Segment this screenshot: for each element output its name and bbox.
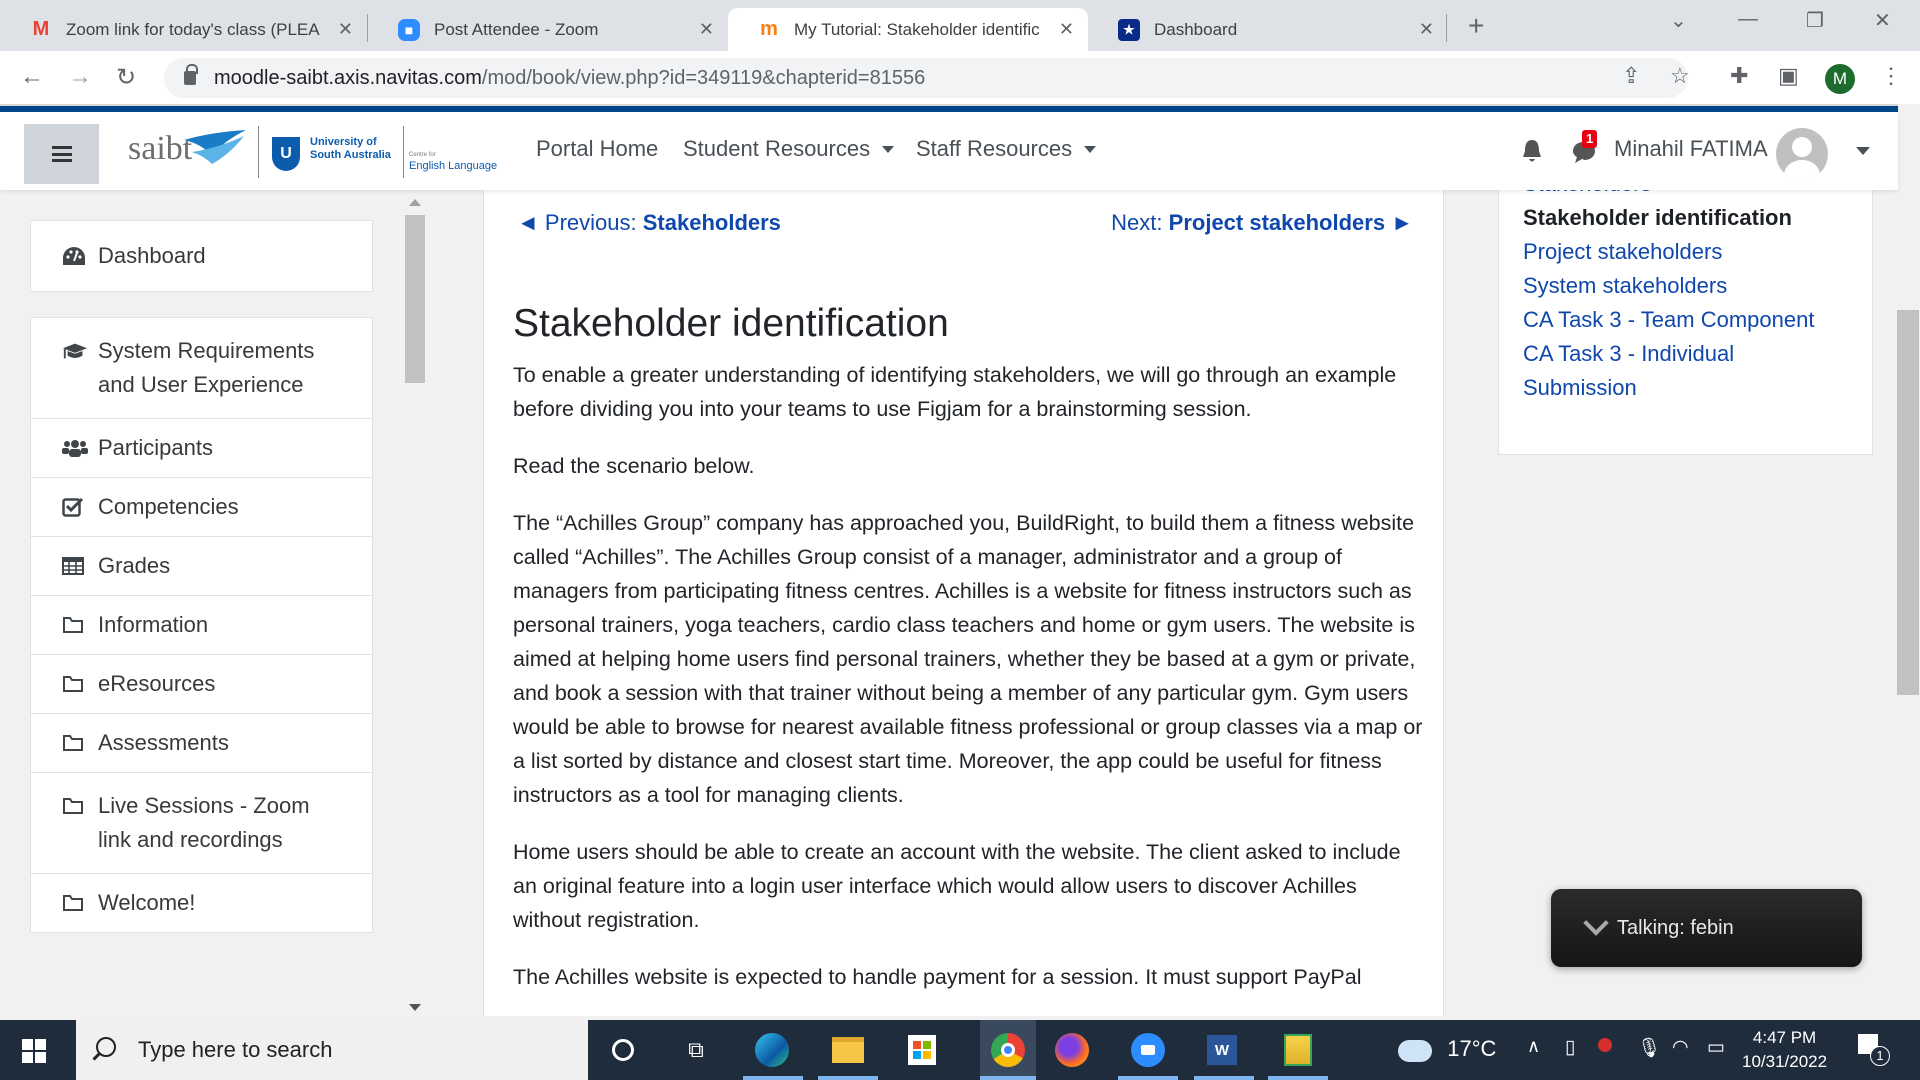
chrome-taskbar-icon[interactable] [980,1020,1036,1080]
nav-item-welcome[interactable] [31,874,372,932]
paragraph: To enable a greater understanding of identifying stakeholders, we will go through an example before dividing you into your teams to use Figjam for a brainstorming session. [513,363,1397,421]
forward-icon[interactable]: → [68,63,92,90]
folder-icon [62,608,88,642]
close-tab-icon[interactable]: ✕ [1058,19,1074,39]
folder-icon [62,789,88,823]
word-icon[interactable]: W [1204,1032,1240,1068]
firefox-icon[interactable] [1054,1032,1090,1068]
close-tab-icon[interactable]: ✕ [698,19,714,39]
notifications-bell-icon[interactable] [1521,138,1543,164]
checkbox-icon [62,490,88,524]
reload-icon[interactable]: ↻ [116,64,137,91]
paragraph: The Achilles website is expected to handle payment for a session. It must support PayPal [513,965,1362,989]
browser-toolbar [0,51,1920,104]
clock-date: 10/31/2022 [1742,1052,1828,1071]
menu-kebab-icon[interactable]: ⋮ [1880,63,1902,88]
windows-taskbar [0,1020,1920,1080]
tab-zoom[interactable] [368,8,728,51]
profile-avatar[interactable]: M [1825,64,1855,94]
running-indicator [743,1076,803,1080]
paragraph: Home users should be able to create an account with the website. The client asked to include an original feature into a login user interface which would allow users to discover Achilles without registration. [513,840,1401,932]
running-indicator [980,1076,1036,1080]
menu-student-resources[interactable]: Student Resources [683,136,894,162]
site-navbar [0,112,1898,190]
caret-down-icon [882,146,894,153]
book-content-card [483,190,1444,1016]
paragraph: The “Achilles Group” company has approached you, BuildRight, to build them a fitness website called “Achilles”. The Achilles Group consist of a manager, administrator and a group of managers from participating fitness centres. Achilles is a website for fitness instructors such as personal trainers, yoga teachers, cardio class teachers and home or gym users. The website is aimed at helping home users find personal trainers, whether they be based at a gym or private, and book a session with that trainer without being a member of any particular gym. Gym users would be able to browse for nearest available fitness professional or group classes via a map or a list sorted by distance and closest start time. Moreover, the app could be useful for fitness instructors as a tool for managing clients. [513,511,1423,807]
gmail-icon: M [32,18,50,40]
folder-icon [62,886,88,920]
url-path: /mod/book/view.php?id=349119&chapterid=81556 [481,66,926,89]
file-explorer-icon[interactable] [830,1032,866,1068]
drawer-toggle-button[interactable] [24,124,99,184]
chapter-title: Stakeholder identification [513,302,949,345]
wifi-icon[interactable]: ◠ [1672,1037,1689,1058]
toc-item[interactable]: Project stakeholders [1523,239,1723,264]
nav-item-label: Dashboard [98,243,206,268]
show-hidden-icons[interactable]: ∧ [1527,1036,1541,1056]
nav-item-assessments[interactable] [31,714,372,773]
logo-divider [258,126,259,178]
nav-item-label: Information [98,612,209,637]
tab-title: My Tutorial: Stakeholder identific [794,19,1040,39]
caret-down-icon [1084,146,1096,153]
prev-arrow-icon: ◄ [517,210,539,235]
nav-card-dashboard [30,220,373,292]
scroll-up-arrow-icon[interactable] [409,199,421,206]
user-menu-caret-icon[interactable] [1856,147,1870,155]
nav-item-participants[interactable] [31,419,372,478]
clock-time: 4:47 PM [1752,1028,1817,1047]
tab-search-icon[interactable]: ⌄ [1670,10,1687,32]
nav-item-information[interactable] [31,596,372,655]
windows-start-icon[interactable] [22,1039,46,1063]
toc-item[interactable]: CA Task 3 - Individual Submission [1523,341,1735,400]
tab-gmail[interactable] [0,8,367,51]
running-indicator [1118,1076,1178,1080]
message-count-badge: 1 [1582,130,1597,148]
microphone-icon[interactable]: 🎙 [1637,1038,1662,1059]
nav-item-competencies[interactable] [31,478,372,537]
toc-item[interactable]: CA Task 3 - Team Component [1523,307,1815,332]
folder-icon [62,726,88,760]
saibt-logo[interactable]: saibt [128,130,193,167]
folder-icon [62,667,88,701]
talking-label: Talking: febin [1617,916,1734,939]
share-icon[interactable]: ⇪ [1622,63,1641,88]
minimize-icon[interactable]: — [1738,8,1758,30]
running-indicator [818,1076,878,1080]
drawer-scroll-thumb[interactable] [405,215,425,383]
tab-divider [1446,14,1447,42]
side-panel-icon[interactable]: ▣ [1778,63,1799,88]
weather-widget[interactable]: 17°C [1398,1036,1496,1062]
graduation-cap-icon [62,334,88,368]
browser-tab-strip [0,0,1920,51]
taskbar-search-input[interactable]: Type here to search [76,1020,588,1080]
nav-item-label: Assessments [98,730,229,755]
scroll-down-arrow-icon[interactable] [409,1004,421,1011]
action-center-icon[interactable] [1858,1034,1884,1063]
nav-item-label: eResources [98,671,216,696]
zoom-app-icon[interactable] [1130,1032,1166,1068]
nav-item-dashboard[interactable] [31,221,372,291]
search-icon [96,1037,116,1057]
toc-item-current: Stakeholder identification [1523,205,1792,230]
url-domain: moodle-saibt.axis.navitas.com [214,66,482,89]
user-avatar[interactable] [1776,128,1828,180]
tab-title: Post Attendee - Zoom [434,19,599,39]
nav-item-course-home[interactable] [31,318,372,419]
weather-cloud-icon [1398,1040,1432,1062]
menu-portal-home[interactable]: Portal Home [536,136,659,161]
paragraph: Read the scenario below. [513,454,755,478]
cel-logo-text: Centre for English Language [409,152,498,172]
close-tab-icon[interactable]: ✕ [337,19,353,39]
nav-item-label: Grades [98,553,171,578]
battery-icon[interactable]: ▭ [1707,1037,1725,1058]
address-bar[interactable] [164,58,1688,98]
menu-staff-resources[interactable]: Staff Resources [916,136,1096,162]
zoom-icon: ■ [398,19,420,41]
tab-title: Zoom link for today's class (PLEA [66,19,320,39]
hamburger-icon [52,146,72,162]
edge-icon[interactable] [754,1032,790,1068]
nav-item-label: Competencies [98,494,239,519]
toc-item[interactable]: System stakeholders [1523,273,1728,298]
tab-title: Dashboard [1154,19,1238,39]
restore-icon[interactable]: ❐ [1806,10,1824,32]
next-chapter-link[interactable]: Next: Project stakeholders ► [1111,210,1413,235]
table-icon [62,549,88,583]
brand-bar [0,104,1898,112]
cortana-icon[interactable] [605,1032,641,1068]
next-arrow-icon: ► [1391,210,1413,235]
tab-moodle-active[interactable] [728,8,1088,51]
previous-chapter-link[interactable]: ◄ Previous: Stakeholders [517,210,781,235]
meet-now-icon[interactable]: ▯ [1565,1037,1576,1058]
running-indicator [1194,1076,1254,1080]
nav-item-label: Welcome! [98,890,196,915]
logo-divider [403,126,404,178]
user-name[interactable]: Minahil FATIMA [1614,136,1768,161]
nav-item-grades[interactable] [31,537,372,596]
running-indicator [1268,1076,1328,1080]
nav-drawer [0,190,450,1016]
notification-count: 1 [1870,1046,1890,1066]
unisa-logo-text: University of South Australia [310,136,391,161]
moodle-icon: m [760,18,778,40]
users-icon [62,431,88,465]
nav-card-course [30,317,373,933]
back-icon[interactable]: ← [20,63,44,90]
nav-item-eresources[interactable] [31,655,372,714]
toc-list [1523,170,1814,405]
chevron-down-icon [1583,910,1608,935]
chapter-body [513,358,1423,1016]
new-tab-button[interactable]: + [1468,10,1485,41]
zoom-talking-indicator[interactable] [1551,889,1862,967]
nav-item-label: Participants [98,435,213,460]
unisa-shield-icon: U [272,137,300,171]
dashboard-icon [62,239,88,273]
extensions-icon[interactable]: ✚ [1730,63,1749,88]
page-scroll-thumb[interactable] [1897,310,1919,695]
nav-item-live-sessions[interactable] [31,773,372,874]
onedrive-error-icon[interactable] [1598,1036,1612,1058]
task-view-icon[interactable]: ⧉ [688,1037,704,1062]
project-tool-icon[interactable] [1280,1032,1316,1068]
tab-dashboard[interactable] [1088,8,1448,51]
book-toc [1498,170,1873,455]
shield-star-icon: ★ [1118,19,1140,41]
lock-icon [184,71,196,85]
close-window-icon[interactable]: ✕ [1874,10,1891,32]
bookmark-star-icon[interactable]: ☆ [1670,63,1690,88]
saibt-swoosh-logo [182,128,248,168]
taskbar-clock[interactable] [1742,1026,1827,1074]
close-tab-icon[interactable]: ✕ [1418,19,1434,39]
nav-item-label: Live Sessions - Zoom link and recordings [98,793,310,852]
microsoft-store-icon[interactable] [904,1032,940,1068]
nav-item-label: System Requirements and User Experience [98,338,315,397]
